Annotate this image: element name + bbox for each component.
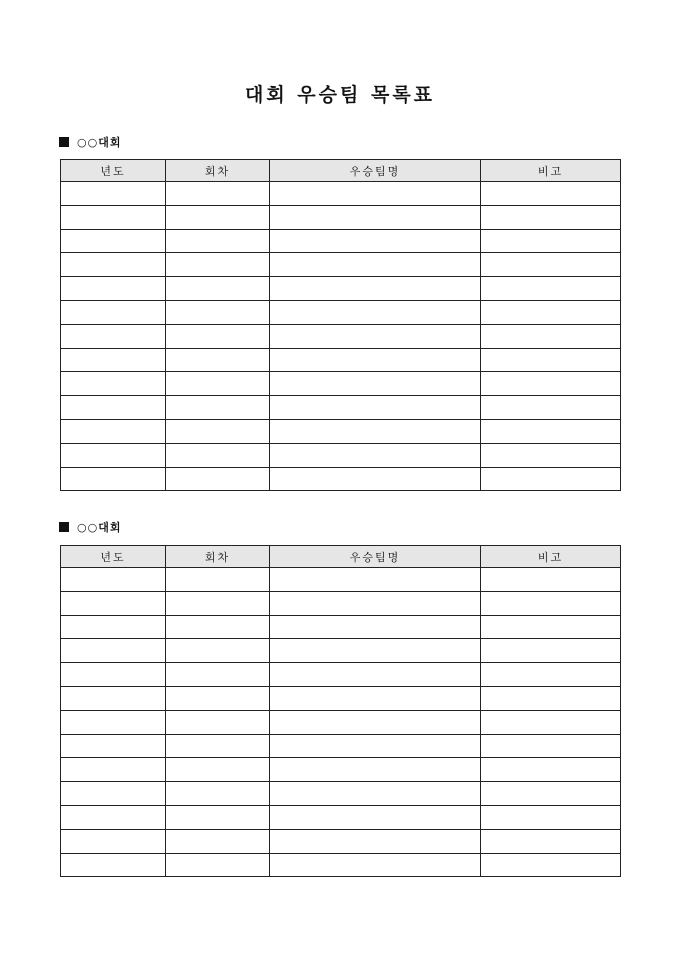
cell-year[interactable] <box>61 300 166 324</box>
cell-round[interactable] <box>166 372 270 396</box>
cell-note[interactable] <box>481 853 621 877</box>
table-row <box>61 182 621 206</box>
cell-team-name[interactable] <box>270 591 481 615</box>
cell-year[interactable] <box>61 229 166 253</box>
cell-note[interactable] <box>481 467 621 491</box>
cell-note[interactable] <box>481 443 621 467</box>
section-heading-label: ○○대회 <box>77 136 122 149</box>
table-row <box>61 853 621 877</box>
cell-year[interactable] <box>61 182 166 206</box>
column-header-team: 우승팀명 <box>270 546 481 568</box>
cell-year[interactable] <box>61 734 166 758</box>
table-row <box>61 639 621 663</box>
cell-team-name[interactable] <box>270 205 481 229</box>
cell-team-name[interactable] <box>270 324 481 348</box>
cell-round[interactable] <box>166 324 270 348</box>
table-header-row <box>61 160 621 182</box>
cell-team-name[interactable] <box>270 372 481 396</box>
cell-round[interactable] <box>166 686 270 710</box>
table-row <box>61 568 621 592</box>
cell-team-name[interactable] <box>270 419 481 443</box>
cell-year[interactable] <box>61 253 166 277</box>
cell-round[interactable] <box>166 348 270 372</box>
cell-round[interactable] <box>166 277 270 301</box>
cell-note[interactable] <box>481 639 621 663</box>
cell-team-name[interactable] <box>270 300 481 324</box>
square-bullet-icon <box>59 522 69 532</box>
cell-year[interactable] <box>61 758 166 782</box>
cell-team-name[interactable] <box>270 182 481 206</box>
cell-note[interactable] <box>481 782 621 806</box>
cell-note[interactable] <box>481 229 621 253</box>
cell-note[interactable] <box>481 758 621 782</box>
cell-round[interactable] <box>166 443 270 467</box>
cell-note[interactable] <box>481 277 621 301</box>
cell-note[interactable] <box>481 419 621 443</box>
table-row <box>61 805 621 829</box>
column-header-round: 회차 <box>166 160 270 182</box>
cell-team-name[interactable] <box>270 348 481 372</box>
table-header-row <box>61 546 621 568</box>
cell-note[interactable] <box>481 300 621 324</box>
cell-year[interactable] <box>61 568 166 592</box>
cell-round[interactable] <box>166 396 270 420</box>
square-bullet-icon <box>59 137 69 147</box>
cell-round[interactable] <box>166 663 270 687</box>
table-row <box>61 253 621 277</box>
cell-note[interactable] <box>481 829 621 853</box>
cell-note[interactable] <box>481 591 621 615</box>
cell-round[interactable] <box>166 568 270 592</box>
cell-round[interactable] <box>166 758 270 782</box>
cell-note[interactable] <box>481 686 621 710</box>
table-row <box>61 348 621 372</box>
cell-note[interactable] <box>481 663 621 687</box>
cell-team-name[interactable] <box>270 396 481 420</box>
column-header-note: 비고 <box>481 546 621 568</box>
cell-year[interactable] <box>61 615 166 639</box>
cell-year[interactable] <box>61 710 166 734</box>
cell-year[interactable] <box>61 324 166 348</box>
cell-round[interactable] <box>166 782 270 806</box>
column-header-round: 회차 <box>166 546 270 568</box>
table-row <box>61 758 621 782</box>
table-row <box>61 829 621 853</box>
table-row <box>61 324 621 348</box>
cell-year[interactable] <box>61 372 166 396</box>
cell-team-name[interactable] <box>270 443 481 467</box>
cell-team-name[interactable] <box>270 710 481 734</box>
section-heading <box>59 519 121 535</box>
cell-round[interactable] <box>166 229 270 253</box>
cell-team-name[interactable] <box>270 663 481 687</box>
cell-round[interactable] <box>166 419 270 443</box>
table-row <box>61 419 621 443</box>
cell-note[interactable] <box>481 253 621 277</box>
table-body <box>61 182 621 491</box>
table-row <box>61 686 621 710</box>
cell-year[interactable] <box>61 686 166 710</box>
cell-year[interactable] <box>61 205 166 229</box>
table-row <box>61 205 621 229</box>
cell-note[interactable] <box>481 710 621 734</box>
cell-round[interactable] <box>166 829 270 853</box>
cell-team-name[interactable] <box>270 829 481 853</box>
cell-round[interactable] <box>166 853 270 877</box>
cell-team-name[interactable] <box>270 805 481 829</box>
cell-team-name[interactable] <box>270 277 481 301</box>
table-row <box>61 663 621 687</box>
table-row <box>61 782 621 806</box>
table-row <box>61 734 621 758</box>
cell-year[interactable] <box>61 467 166 491</box>
cell-team-name[interactable] <box>270 615 481 639</box>
cell-year[interactable] <box>61 591 166 615</box>
cell-note[interactable] <box>481 568 621 592</box>
cell-year[interactable] <box>61 277 166 301</box>
cell-round[interactable] <box>166 300 270 324</box>
cell-team-name[interactable] <box>270 758 481 782</box>
cell-note[interactable] <box>481 182 621 206</box>
table-row <box>61 277 621 301</box>
table-row <box>61 710 621 734</box>
cell-note[interactable] <box>481 205 621 229</box>
cell-year[interactable] <box>61 829 166 853</box>
cell-year[interactable] <box>61 639 166 663</box>
cell-team-name[interactable] <box>270 734 481 758</box>
cell-round[interactable] <box>166 182 270 206</box>
cell-note[interactable] <box>481 396 621 420</box>
cell-year[interactable] <box>61 663 166 687</box>
table-row <box>61 615 621 639</box>
cell-round[interactable] <box>166 467 270 491</box>
cell-round[interactable] <box>166 591 270 615</box>
cell-team-name[interactable] <box>270 229 481 253</box>
table-row <box>61 467 621 491</box>
table-row <box>61 300 621 324</box>
cell-note[interactable] <box>481 734 621 758</box>
table-row <box>61 396 621 420</box>
winners-table <box>60 159 621 491</box>
cell-round[interactable] <box>166 734 270 758</box>
table-row <box>61 229 621 253</box>
cell-year[interactable] <box>61 348 166 372</box>
cell-team-name[interactable] <box>270 467 481 491</box>
cell-note[interactable] <box>481 324 621 348</box>
cell-note[interactable] <box>481 805 621 829</box>
cell-year[interactable] <box>61 396 166 420</box>
column-header-year: 년도 <box>61 160 166 182</box>
cell-note[interactable] <box>481 348 621 372</box>
table-row <box>61 591 621 615</box>
cell-team-name[interactable] <box>270 253 481 277</box>
cell-team-name[interactable] <box>270 853 481 877</box>
cell-round[interactable] <box>166 639 270 663</box>
page-title: 대회 우승팀 목록표 <box>244 84 436 106</box>
cell-year[interactable] <box>61 805 166 829</box>
cell-team-name[interactable] <box>270 782 481 806</box>
section-heading <box>59 134 121 150</box>
table-row <box>61 443 621 467</box>
cell-year[interactable] <box>61 853 166 877</box>
cell-team-name[interactable] <box>270 568 481 592</box>
column-header-team: 우승팀명 <box>270 160 481 182</box>
cell-round[interactable] <box>166 615 270 639</box>
cell-year[interactable] <box>61 419 166 443</box>
cell-note[interactable] <box>481 372 621 396</box>
cell-round[interactable] <box>166 805 270 829</box>
column-header-note: 비고 <box>481 160 621 182</box>
winners-table <box>60 545 621 877</box>
column-header-year: 년도 <box>61 546 166 568</box>
cell-year[interactable] <box>61 782 166 806</box>
cell-team-name[interactable] <box>270 686 481 710</box>
cell-team-name[interactable] <box>270 639 481 663</box>
cell-round[interactable] <box>166 710 270 734</box>
cell-year[interactable] <box>61 443 166 467</box>
cell-round[interactable] <box>166 205 270 229</box>
cell-round[interactable] <box>166 253 270 277</box>
section-heading-label: ○○대회 <box>77 521 122 534</box>
table-row <box>61 372 621 396</box>
table-body <box>61 568 621 877</box>
cell-note[interactable] <box>481 615 621 639</box>
